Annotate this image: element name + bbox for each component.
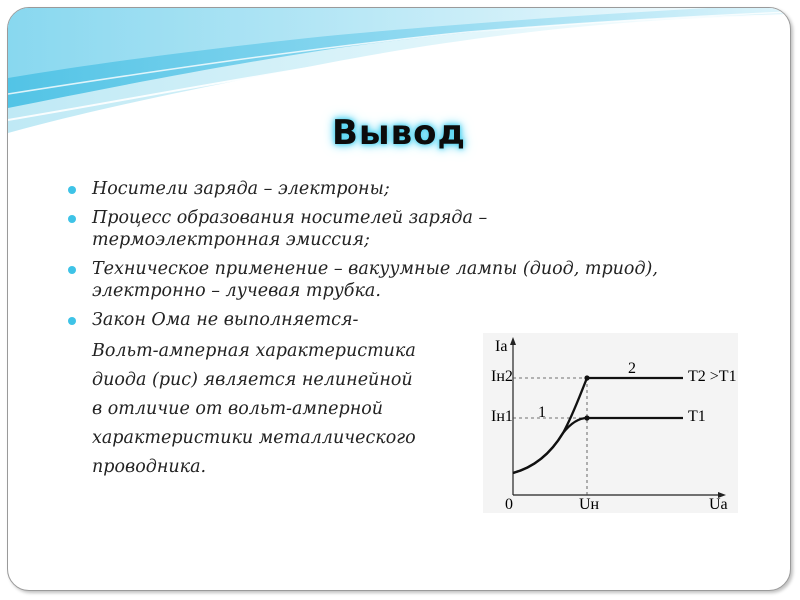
bullet-dot-icon [68, 186, 76, 194]
bullet-text: Вольт-амперная характеристика [92, 341, 416, 361]
slide-title: Вывод [332, 113, 466, 153]
y-mark-lower-label: Iн1 [491, 408, 513, 425]
curve-1-label: 1 [538, 404, 546, 421]
bullet-text: Процесс образования носителей заряда – [92, 208, 488, 228]
diode-iv-graph [483, 333, 738, 513]
bullet-dot-icon [68, 266, 76, 274]
bullet-text: Закон Ома не выполняется- [92, 310, 359, 330]
slide [7, 7, 791, 591]
bullet-dot-icon [68, 317, 76, 325]
saturation-point [584, 415, 589, 420]
saturation-point [584, 375, 589, 380]
y-axis-label: Iа [495, 338, 508, 355]
bullet-text: характеристики металлического [92, 428, 416, 448]
x-mark-label: Uн [579, 496, 600, 513]
bullet-text: электронно – лучевая трубка. [92, 281, 381, 301]
bullet-text: диода (рис) является нелинейной [92, 370, 413, 390]
bullet-text: проводника. [92, 457, 207, 477]
curve-lower-temp-label: T1 [688, 408, 706, 425]
x-axis-label: Uа [709, 496, 728, 513]
bullet-text: в отличие от вольт-амперной [92, 399, 384, 419]
bullet-text: термоэлектронная эмиссия; [92, 230, 370, 250]
curve-upper-temp-label: T2 >T1 [688, 368, 737, 385]
bullet-text: Носители заряда – электроны; [92, 179, 390, 199]
bullet-item [66, 207, 766, 251]
bullet-item [66, 258, 766, 302]
curve-2-label: 2 [628, 360, 636, 377]
bullet-item [66, 178, 766, 200]
y-mark-upper-label: Iн2 [491, 368, 513, 385]
origin-label: 0 [505, 496, 513, 513]
bullet-text: Техническое применение – вакуумные лампы (диод, триод), [92, 259, 658, 279]
bullet-dot-icon [68, 215, 76, 223]
